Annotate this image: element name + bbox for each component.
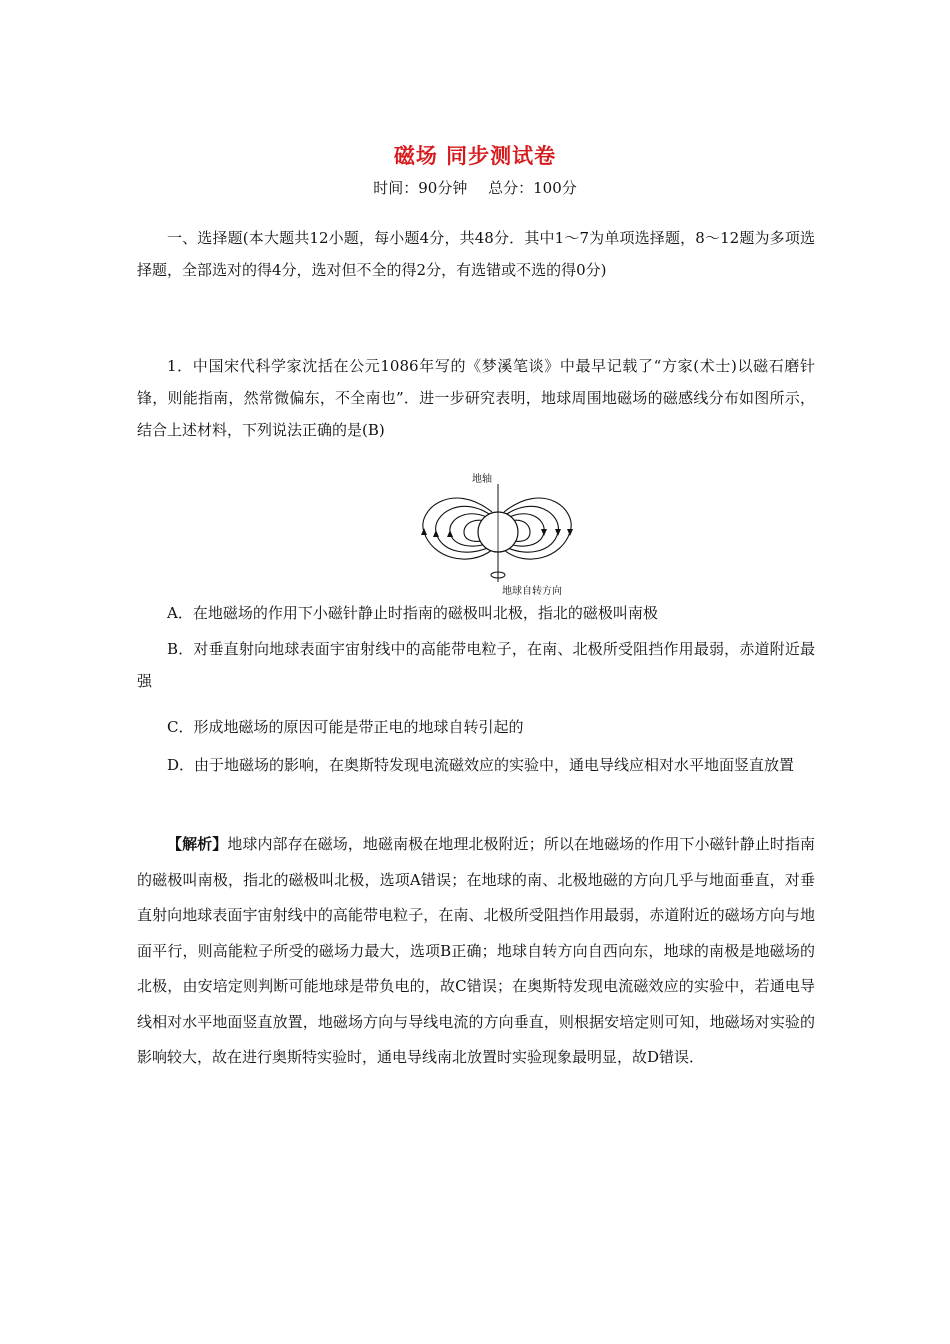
score-label: 总分：100分 bbox=[488, 179, 577, 197]
rotation-label: 地球自转方向 bbox=[502, 586, 562, 597]
page-title: 磁场 同步测试卷 bbox=[393, 143, 557, 168]
section-heading: 一、选择题(本大题共12小题，每小题4分，共48分．其中1～7为单项选择题，8～12题为多项选择题，全部选对的得4分，选对但不全的得2分，有选错或不选的得0分) bbox=[137, 229, 815, 279]
analysis-text: 地球内部存在磁场，地磁南极在地理北极附近；所以在地磁场的作用下小磁针静止时指南的磁极叫南极，指北的磁极叫北极，选项A错误；在地球的南、北极地磁的方向几乎与地面垂直，对垂直射向地球表面宇宙射线中的高能带电粒子，在南、北极所受阻挡作用最弱，赤道附近的磁场方向与地面平行，则高能粒子所受的磁场力最大，选项B正确；地球自转方向自西向东，地球的南极是地磁场的北极，由安培定则判断可能地球是带负电的，故C错误；在奥斯特发现电流磁效应的实验中，若通电导线相对水平地面竖直放置，地磁场方向与导线电流的方向垂直，则根据安培定则可知，地磁场对实验的影响较大，故在进行奥斯特实验时，通电导线南北放置时实验现象最明显，故D错误． bbox=[137, 835, 815, 1066]
analysis-block bbox=[137, 827, 815, 1076]
time-label: 时间：90分钟 bbox=[373, 179, 468, 197]
analysis-tag: 【解析】 bbox=[167, 835, 228, 853]
question-1-stem: 1．中国宋代科学家沈括在公元1086年写的《梦溪笔谈》中最早记载了“方家(术士)以磁石磨针锋，则能指南，然常微偏东，不全南也”．进一步研究表明，地球周围地磁场的磁感线分布如图所示，结合上述材料，下列说法正确的是(B) bbox=[137, 357, 815, 439]
option-c: C．形成地磁场的原因可能是带正电的地球自转引起的 bbox=[167, 718, 524, 736]
geomagnetic-field-figure bbox=[412, 470, 582, 600]
axis-label: 地轴 bbox=[472, 474, 492, 485]
option-d: D．由于地磁场的影响，在奥斯特发现电流磁效应的实验中，通电导线应相对水平地面竖直放置 bbox=[167, 756, 795, 774]
exam-meta bbox=[0, 177, 950, 198]
option-b: B．对垂直射向地球表面宇宙射线中的高能带电粒子，在南、北极所受阻挡作用最弱，赤道附近最强 bbox=[137, 640, 815, 690]
option-a: A．在地磁场的作用下小磁针静止时指南的磁极叫北极，指北的磁极叫南极 bbox=[167, 604, 658, 622]
